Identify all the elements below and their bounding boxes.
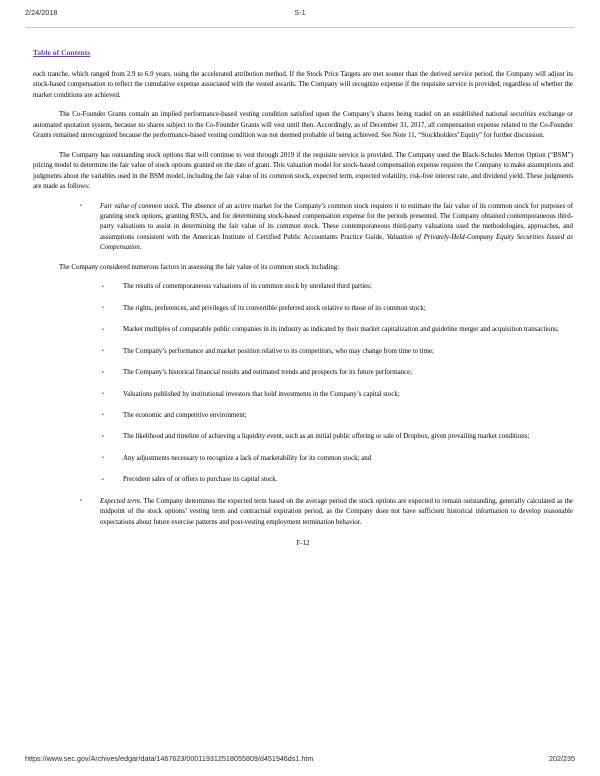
list-item: • The economic and competitive environment; [33, 411, 573, 421]
document-page [0, 36, 600, 550]
bullet-lead-italic-expected-term: Expected term. [100, 497, 142, 505]
list-item: • Valuations published by institutional investors that hold investments in the Company’s capital stock; [33, 390, 573, 400]
bullet-body-fair-value-tail: . [139, 244, 142, 252]
paragraph-co-founder-grants: The Co-Founder Grants contain an implied performance-based vesting condition satisfied upon the Company’s shares being traded on an established national securities exchange or automated quotation system, because no shares subject to the Co-Founder Grants will vest until then. Accordingly, as of December 31, 2017, all compensation expense related to the Co-Founder Grants remained unrecognized because the performance-based vesting condition was not deemed probable of being achieved. See Note 11, “Stockholders’ Equity” for further discussion. [33, 111, 573, 140]
assumption-bullet-list-fair-value [33, 202, 573, 254]
factors-bullet-list [33, 282, 573, 486]
browser-print-footer [0, 754, 600, 768]
practice-guide-title: Valuation of Privately-Held-Company Equity Securities Issued as Compensation [100, 233, 573, 252]
list-item: • The likelihood and timeline of achieving a liquidity event, such as an initial public offering or sale of Dropbox, given prevailing market conditions; [33, 432, 573, 442]
document-content [0, 60, 600, 550]
bullet-body-fair-value: The absence of an active market for the Company’s common stock requires it to estimate the fair value of its common stock for purposes of granting stock options, granting RSUs, and for determining stock-based compensation expense for the periods presented. The Company obtained contemporaneous third-party valuations to assist in determining the fair value of its common stock. These contemporaneous third-party valuations used the methodologies, approaches, and assumptions consistent with the American Institute of Certified Public Accountants Practice Guide, [100, 202, 573, 241]
list-item: • The rights, preferences, and privileges of its convertible preferred stock relative to those of its common stock; [33, 304, 573, 314]
paragraph-factors-intro: The Company considered numerous factors in assessing the fair value of its common stock including: [59, 263, 340, 271]
bullet-lead-italic-fair-value: Fair value of common stock. [100, 202, 180, 210]
page-marker: F-12 [296, 540, 310, 548]
table-of-contents-link-wrap [0, 36, 600, 60]
table-of-contents-link[interactable]: Table of Contents [33, 48, 91, 57]
print-header-document-title: S-1 [294, 8, 306, 17]
print-footer-url: https://www.sec.gov/Archives/edgar/data/1467623/000119312518055809/d451946ds1.htm [25, 754, 314, 763]
assumption-bullet-list-expected-term [33, 497, 573, 528]
list-item: • The results of contemporaneous valuations of its common stock by unrelated third parties; [33, 282, 573, 292]
list-item: • Precedent sales of or offers to purchase its capital stock. [33, 475, 573, 485]
bullet-fair-value-of-common-stock [33, 202, 573, 254]
list-item: • Any adjustments necessary to recognize a lack of marketability for its common stock; and [33, 454, 573, 464]
bullet-body-expected-term: The Company determines the expected term based on the average period the stock options are expected to remain outstanding, generally calculated as the midpoint of the stock options’ vesting term and contractual expiration period, as the Company does not have sufficient historical information to develop reasonable expectations about future exercise patterns and post-vesting employment termination behavior. [100, 497, 573, 526]
list-item: • The Company’s performance and market position relative to its competitors, who may change from time to time; [33, 347, 573, 357]
list-item: • Market multiples of comparable public companies in its industry as indicated by their market capitalization and guideline merger and acquisition transactions; [33, 325, 573, 335]
print-header-date: 2/24/2018 [25, 8, 58, 17]
paragraph-bsm-model: The Company has outstanding stock options that will continue to vest through 2019 if the requisite service is provided. The Company used the Black-Scholes Merton Option (“BSM”) pricing model to determine the fair value of stock options granted on the date of grant. This valuation model for stock-based compensation expense requires the Company to make assumptions and judgments about the variables used in the BSM model, including the fair value of its common stock, expected term, expected volatility, risk-free interest rate, and dividend yield. These judgments are made as follows: [33, 151, 573, 191]
paragraph-tranche-attribution: each tranche, which ranged from 2.9 to 6.9 years, using the accelerated attribution method. If the Stock Price Targets are met sooner than the derived service period, the Company will adjust its stock-based compensation to reflect the cumulative expense associated with the vested awards. The Company will recognize expense if the requisite service is provided, regardless of whether the market conditions are achieved. [33, 71, 573, 99]
browser-print-header [0, 8, 600, 22]
list-item: • The Company’s historical financial results and estimated trends and prospects for its future performance; [33, 368, 573, 378]
print-footer-page-counter: 202/235 [549, 754, 575, 763]
bullet-expected-term [33, 497, 573, 528]
header-divider [26, 27, 574, 28]
